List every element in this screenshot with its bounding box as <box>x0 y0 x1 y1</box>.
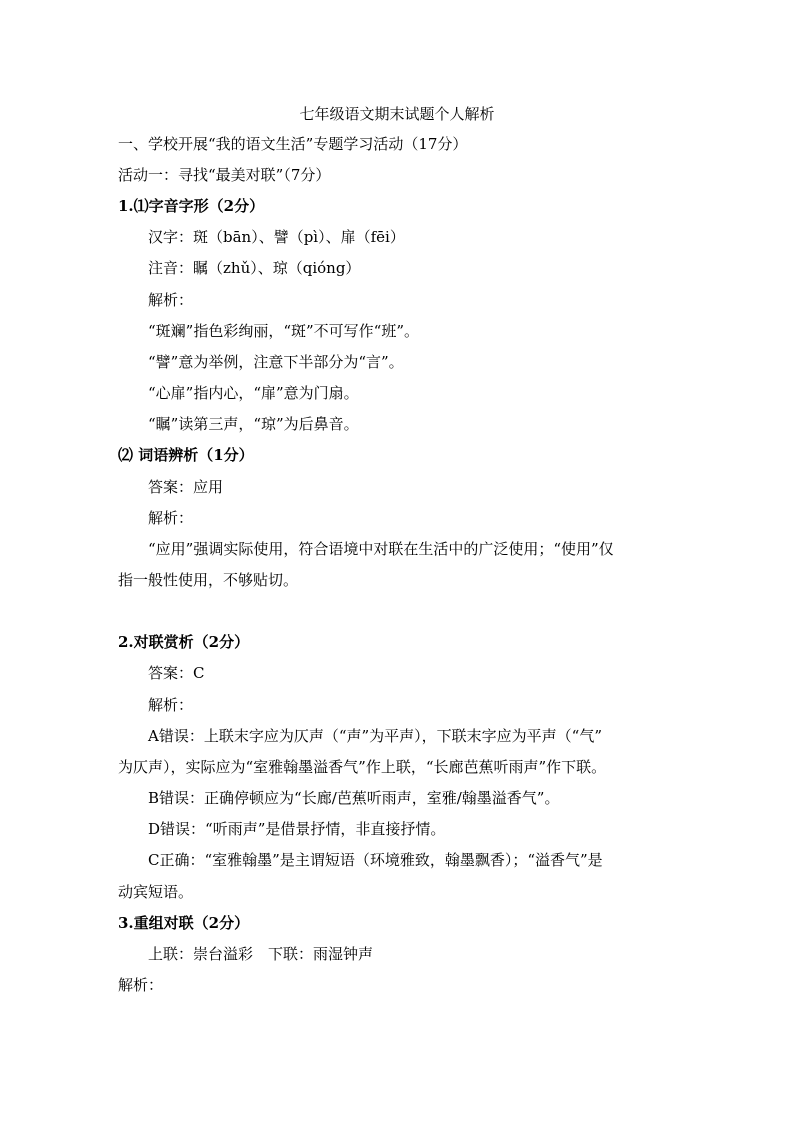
analysis-text: “应用”强调实际使用，符合语境中对联在生活中的广泛使用；“使用”仅 <box>148 540 614 558</box>
analysis-label: 解析： <box>148 291 194 309</box>
question-3-heading: 3.重组对联（2分） <box>118 914 250 932</box>
option-d-analysis: D错误：“听雨声”是借景抒情，非直接抒情。 <box>148 820 446 838</box>
question-2-heading: 2.对联赏析（2分） <box>118 633 250 651</box>
option-a-analysis: A错误：上联末字应为仄声（“声”为平声），下联末字应为平声（“气” <box>148 727 603 745</box>
section-heading: 一、学校开展“我的语文生活”专题学习活动（17分） <box>118 135 468 153</box>
hanzi-line: 汉字：斑（bān）、譬（pì）、扉（fēi） <box>148 228 405 246</box>
analysis-label: 解析： <box>148 509 194 527</box>
couplet-line: 上联：崇台溢彩 下联：雨湿钟声 <box>148 945 374 963</box>
analysis-note: “瞩”读第三声，“琼”为后鼻音。 <box>148 415 359 433</box>
analysis-note: “斑斓”指色彩绚丽，“斑”不可写作“班”。 <box>148 322 420 340</box>
option-c-analysis: 动宾短语。 <box>118 883 194 901</box>
activity-heading: 活动一：寻找“最美对联”（7分） <box>118 166 331 184</box>
question-1-part2-heading: ⑵ 词语辨析（1分） <box>118 446 254 464</box>
analysis-note: “譬”意为举例，注意下半部分为“言”。 <box>148 353 404 371</box>
option-b-analysis: B错误：正确停顿应为“长廊/芭蕉听雨声，室雅/翰墨溢香气”。 <box>148 789 560 807</box>
analysis-text: 指一般性使用，不够贴切。 <box>118 571 299 589</box>
zhuyin-line: 注音：瞩（zhǔ）、琼（qióng） <box>148 259 361 277</box>
question-1-heading: 1.⑴字音字形（2分） <box>118 197 265 215</box>
analysis-label: 解析： <box>118 976 164 994</box>
option-a-analysis: 为仄声），实际应为“室雅翰墨溢香气”作上联，“长廊芭蕉听雨声”作下联。 <box>118 758 607 776</box>
analysis-note: “心扉”指内心，“扉”意为门扇。 <box>148 384 359 402</box>
answer-line: 答案：应用 <box>148 478 224 496</box>
analysis-label: 解析： <box>148 696 194 714</box>
answer-line: 答案：C <box>148 664 205 682</box>
page-title: 七年级语文期末试题个人解析 <box>299 105 495 123</box>
option-c-analysis: C正确：“室雅翰墨”是主谓短语（环境雅致，翰墨飘香）；“溢香气”是 <box>148 851 603 869</box>
